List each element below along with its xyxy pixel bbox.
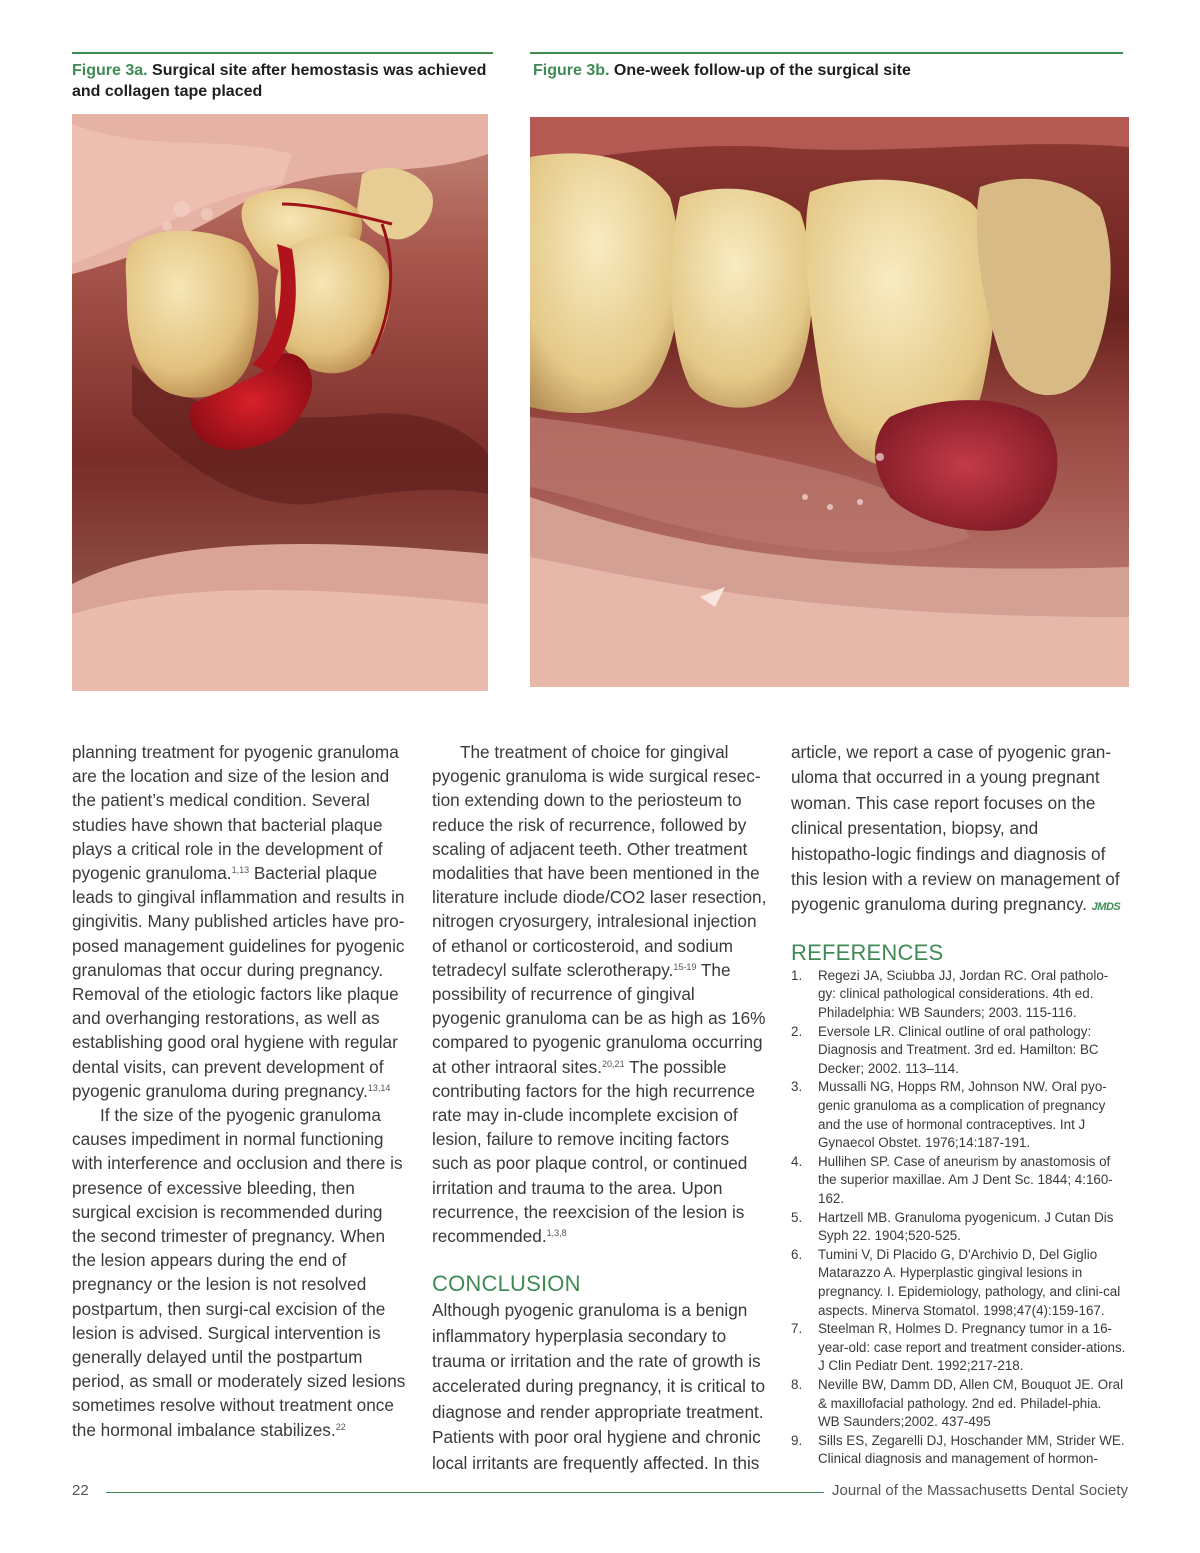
reference-item (791, 1320, 1126, 1376)
footer-rule (106, 1492, 824, 1493)
reference-text: Neville BW, Damm DD, Allen CM, Bouquot JE. Oral & maxillofacial pathology. 2nd ed. Philadel-phia. WB Saunders;2002. 437-495 (818, 1376, 1124, 1430)
reference-number: 7. (791, 1321, 803, 1337)
reference-item (791, 1153, 1126, 1209)
figure-3b-photo (530, 117, 1129, 687)
reference-text: Tumini V, Di Placido G, D'Archivio D, Del Giglio Matarazzo A. Hyperplastic gingival lesions in pregnancy. I. Epidemiology, pathology, and clini-cal aspects. Minerva Stomatol. 1998;47(4):159-167. (818, 1246, 1121, 1318)
figure-3b-caption (533, 60, 1123, 81)
citation-13-14: 13,14 (367, 1082, 391, 1093)
right-paragraph-1 (791, 740, 1126, 921)
reference-item (791, 1209, 1126, 1246)
references-list (791, 967, 1126, 1469)
references-heading: REFERENCES (791, 939, 944, 965)
journal-name: Journal of the Massachusetts Dental Society (832, 1482, 1128, 1499)
reference-text: Sills ES, Zegarelli DJ, Hoschander MM, Strider WE. Clinical diagnosis and management of hormon- (818, 1432, 1125, 1467)
column-middle (432, 740, 768, 1476)
citation-1-13: 1,13 (231, 865, 250, 876)
column-right (791, 740, 1126, 1469)
conclusion-heading: CONCLUSION (432, 1271, 581, 1297)
citation-22: 22 (335, 1421, 346, 1432)
figure-3b-top-rule (530, 52, 1123, 54)
jmds-end-mark: JMDS (1091, 901, 1121, 914)
reference-text: Eversole LR. Clinical outline of oral pathology: Diagnosis and Treatment. 3rd ed. Hamilton: BC Decker; 2002. 113–114. (818, 1023, 1099, 1076)
figure-3b-caption-text: One-week follow-up of the surgical site (613, 62, 911, 79)
figure-3a-photo (72, 114, 488, 691)
left-p1-text-b: Bacterial plaque leads to gingival inflammation and results in gingivitis. Many published articles have pro-posed management guidelines for pyogenic granulomas that occur during pregnancy. Removal of the etiologic factors like plaque and overhanging restorations, as well as establishing good oral hygiene with regular dental visits, can prevent development of pyogenic granuloma during pregnancy. (72, 863, 405, 1101)
figure-3a-caption-text: Surgical site after hemostasis was achieved and collagen tape placed (72, 62, 487, 100)
figure-3a-top-rule (72, 52, 493, 54)
figure-3a-label: Figure 3a. (72, 62, 148, 79)
reference-number: 3. (791, 1079, 803, 1095)
reference-number: 6. (791, 1246, 803, 1262)
left-p2-text: If the size of the pyogenic granuloma causes impediment in normal functioning with interference and occlusion and there is presence of excessive bleeding, then surgical excision is recommended during the second trimester of pregnancy. When the lesion appears during the end of pregnancy or the lesion is not resolved postpartum, then surgi-cal excision of the lesion is advised. Surgical intervention is generally delayed until the postpartum period, as small or moderately sized lesions sometimes resolve without treatment once the hormonal imbalance stabilizes. (72, 1105, 406, 1440)
reference-item (791, 967, 1126, 1023)
citation-1-3-8: 1,3,8 (546, 1228, 567, 1239)
left-paragraph-2 (72, 1103, 408, 1442)
reference-item (791, 1078, 1126, 1152)
reference-text: Steelman R, Holmes D. Pregnancy tumor in a 16-year-old: case report and treatment consider-ations. J Clin Pediatr Dent. 1992;217-218. (818, 1321, 1126, 1374)
middle-p1-text-b: The possibility of recurrence of gingival pyogenic granuloma can be as high as 16% compared to pyogenic granuloma occurring at other intraoral sites. (432, 959, 766, 1077)
reference-item (791, 1023, 1126, 1079)
reference-number: 5. (791, 1209, 803, 1225)
reference-text: Regezi JA, Sciubba JJ, Jordan RC. Oral patholo-gy: clinical pathological considerations. 4th ed. Philadelphia: WB Saunders; 2003. 115-116. (818, 967, 1109, 1021)
middle-paragraph-1 (432, 740, 768, 1248)
reference-item (791, 1246, 1126, 1320)
reference-number: 1. (791, 967, 803, 983)
left-paragraph-1 (72, 740, 408, 1103)
conclusion-text: Although pyogenic granuloma is a benign inflammatory hyperplasia secondary to trauma or irritation and the rate of growth is accelerated during pregnancy, it is critical to diagnose and render appropriate treatment. Patients with poor oral hygiene and chronic local irritants are frequently affected. In this (432, 1300, 766, 1473)
middle-p1-text-a: The treatment of choice for gingival pyogenic granuloma is wide surgical resec-tion extending down to the periosteum to reduce the risk of recurrence, followed by scaling of adjacent teeth. Other treatment modalities that have been mentioned in the literature include diode/CO2 laser resection, nitrogen cryosurgery, intralesional injection of ethanol or corticosteroid, and sodium tetradecyl sulfate sclerotherapy. (432, 742, 767, 980)
reference-text: Hullihen SP. Case of aneurism by anastomosis of the superior maxillae. Am J Dent Sc. 1844; 4:160-162. (818, 1153, 1113, 1206)
reference-item (791, 1432, 1126, 1469)
reference-number: 9. (791, 1432, 803, 1448)
reference-item (791, 1376, 1126, 1432)
reference-number: 2. (791, 1023, 803, 1039)
citation-20-21: 20,21 (602, 1058, 625, 1069)
column-left (72, 740, 408, 1442)
citation-15-19: 15-19 (673, 961, 697, 972)
left-p1-text-a: planning treatment for pyogenic granuloma are the location and size of the lesion and the patient’s medical condition. Several studies have shown that bacterial plaque plays a critical role in the development of pyogenic granuloma. (72, 742, 399, 884)
reference-number: 8. (791, 1376, 803, 1392)
right-p1-text: article, we report a case of pyogenic gran-uloma that occurred in a young pregnant woman. This case report focuses on the clinical presentation, biopsy, and histopatho-logic findings and diagnosis of this lesion with a review on management of pyogenic granuloma during pregnancy. (791, 742, 1120, 915)
reference-number: 4. (791, 1153, 803, 1169)
figure-3b-label: Figure 3b. (533, 62, 610, 79)
reference-text: Mussalli NG, Hopps RM, Johnson NW. Oral pyo-genic granuloma as a complication of pregnancy and the use of hormonal contraceptives. Int J Gynaecol Obstet. 1976;14:187-191. (818, 1079, 1107, 1151)
middle-p1-text-c: The possible contributing factors for the high recurrence rate may in-clude incomplete excision of lesion, failure to remove inciting factors such as poor plaque control, or continued irritation and trauma to the area. Upon recurrence, the reexcision of the lesion is recommended. (432, 1056, 755, 1247)
figure-3a-caption (72, 60, 492, 102)
reference-text: Hartzell MB. Granuloma pyogenicum. J Cutan Dis Syph 22. 1904;520-525. (818, 1209, 1114, 1244)
page-number: 22 (72, 1482, 89, 1499)
